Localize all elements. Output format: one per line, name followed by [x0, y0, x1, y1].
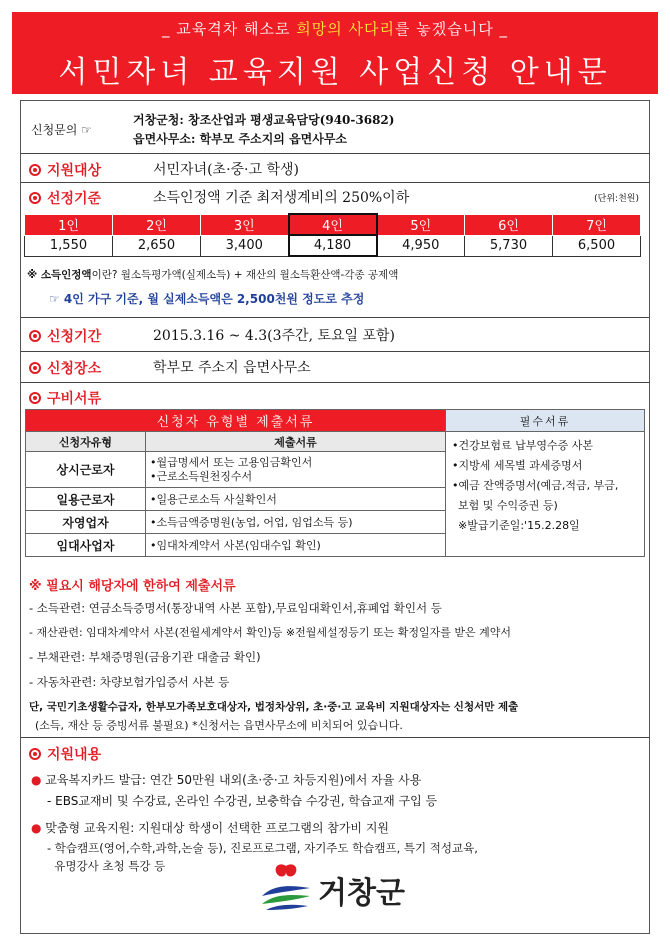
notice-body: [20, 100, 650, 934]
criteria-label: 선정기준: [47, 191, 102, 207]
type-regular-worker: 상시근로자: [26, 452, 146, 488]
required-docs-list: •건강보험료 납부영수증 사본 •지방세 세목별 과세증명서 •예금 잔액증명서(예금,적금, 부금, 보험 및 수익증권 등) ※발급기준일:'15.2.28일: [446, 432, 645, 557]
applicant-docs-header: 신청자 유형별 제출서류: [26, 410, 446, 432]
household-5: 5인: [377, 214, 465, 235]
income-2: 2,650: [113, 235, 201, 256]
income-table: [24, 213, 641, 257]
type-landlord: 임대사업자: [26, 534, 146, 557]
slogan-highlight: 희망의 사다리: [296, 20, 395, 38]
income-value-row: [25, 235, 641, 256]
income-5: 4,950: [377, 235, 465, 256]
income-7: 6,500: [553, 235, 641, 256]
divider: [21, 737, 649, 738]
household-4: 4인: [289, 214, 377, 235]
income-3: 3,400: [201, 235, 289, 256]
header-banner: [12, 12, 658, 94]
unit-label: (단위:천원): [594, 194, 639, 204]
support-section: [21, 741, 649, 763]
extra-income: - 소득관련: 연금소득증명서(통장내역 사본 포함),무료임대확인서,휴폐업 확인서 등: [29, 601, 442, 615]
type-self-employed: 자영업자: [26, 511, 146, 534]
support-item-custom-detail-2: 유명강사 초청 특강 등: [47, 859, 166, 873]
county-name: 거창군: [318, 876, 405, 911]
col-submit-docs: 제출서류: [146, 432, 446, 452]
income-estimate: ☞ 4인 가구 기준, 월 실제소득액은 2,500천원 정도로 추정: [49, 292, 365, 306]
documents-label: 구비서류: [47, 391, 102, 407]
type-daily-worker: 일용근로자: [26, 488, 146, 511]
documents-section: [21, 385, 649, 407]
household-3: 3인: [201, 214, 289, 235]
household-7: 7인: [553, 214, 641, 235]
banner-slogan: _ 교육격차 해소로 희망의 사다리를 놓겠습니다 _: [162, 20, 508, 38]
inquiry-section: [21, 107, 649, 151]
income-6: 5,730: [465, 235, 553, 256]
income-1: 1,550: [25, 235, 113, 256]
divider: [21, 153, 649, 154]
table-row: 자영업자 •소득금액증명원(농업, 어업, 임업소득 등): [26, 511, 645, 534]
period-section: [21, 323, 649, 347]
extra-vehicle: - 자동차관련: 차량보험가입증서 사본 등: [29, 675, 230, 689]
income-definition: ※ 소득인정액이란? 월소득평가액(실제소득) + 재산의 월소득환산액-각종 공제액: [27, 269, 399, 281]
criteria-value: 소득인정액 기준 최저생계비의 250%이하: [153, 190, 410, 206]
divider: [21, 182, 649, 183]
target-label: 지원대상: [47, 163, 102, 179]
household-2: 2인: [113, 214, 201, 235]
income-header-row: [25, 214, 641, 235]
county-logo: [258, 860, 418, 916]
criteria-section: [21, 185, 649, 209]
bullseye-icon: [29, 330, 41, 342]
period-value: 2015.3.16 ~ 4.3(3주간, 토요일 포함): [153, 328, 395, 344]
target-value: 서민자녀(초·중·고 학생): [153, 162, 299, 178]
support-label: 지원내용: [47, 747, 102, 763]
geochang-logo-icon: [258, 862, 314, 914]
extra-docs-title: ※ 필요시 해당자에 한하여 제출서류: [29, 579, 236, 594]
place-section: [21, 355, 649, 379]
household-6: 6인: [465, 214, 553, 235]
place-value: 학부모 주소지 읍면사무소: [153, 360, 311, 376]
exemption-note: 단, 국민기초생활수급자, 한부모가족보호대상자, 법정차상위, 초·중·고 교육비 지원대상자는 신청서만 제출: [29, 701, 519, 713]
support-item-card: ● 교육복지카드 발급: 연간 50만원 내외(초·중·고 차등지원)에서 자율 사용: [31, 773, 422, 787]
inquiry-label: 신청문의 ☞: [31, 123, 92, 137]
table-row: 상시근로자 •월급명세서 또는 고용임금확인서 •근로소득원천징수서: [26, 452, 645, 488]
table-row: 임대사업자 •임대차계약서 사본(임대수입 확인): [26, 534, 645, 557]
required-docs-header: 필수서류: [446, 410, 645, 432]
inquiry-office: 읍면사무소: 학부모 주소지의 읍면사무소: [133, 132, 348, 146]
documents-table: [25, 409, 645, 557]
divider: [21, 317, 649, 318]
place-label: 신청장소: [47, 361, 102, 377]
income-4: 4,180: [289, 235, 377, 256]
household-1: 1인: [25, 214, 113, 235]
exemption-subnote: (소득, 재산 등 증빙서류 불필요) *신청서는 읍면사무소에 비치되어 있습니다.: [35, 719, 403, 732]
support-item-custom: ● 맞춤형 교육지원: 지원대상 학생이 선택한 프로그램의 참가비 지원: [31, 821, 390, 835]
period-label: 신청기간: [47, 329, 102, 345]
extra-property: - 재산관련: 임대차계약서 사본(전월세계약서 확인)등 ※전월세설정등기 또는 확정일자를 받은 계약서: [29, 626, 511, 639]
inquiry-county: 거창군청: 창조산업과 평생교육담당(940-3682): [133, 113, 395, 127]
target-section: [21, 157, 649, 181]
bullseye-icon: [29, 392, 41, 404]
support-item-custom-detail: - 학습캠프(영어,수학,과학,논술 등), 진로프로그램, 자기주도 학습캠프, 특기 적성교육,: [47, 841, 478, 855]
bullseye-icon: [29, 192, 41, 204]
divider: [21, 382, 649, 383]
banner-title: 서민자녀 교육지원 사업신청 안내문: [58, 55, 612, 90]
divider: [21, 351, 649, 352]
support-item-card-detail: - EBS교재비 및 수강료, 온라인 수강권, 보충학습 수강권, 학습교재 구입 등: [47, 794, 438, 808]
bullseye-icon: [29, 362, 41, 374]
bullseye-icon: [29, 164, 41, 176]
bullseye-icon: [29, 748, 41, 760]
table-row: 일용근로자 •일용근로소득 사실확인서: [26, 488, 645, 511]
extra-debt: - 부채관련: 부채증명원(금융기관 대출금 확인): [29, 650, 261, 664]
col-applicant-type: 신청자유형: [26, 432, 146, 452]
